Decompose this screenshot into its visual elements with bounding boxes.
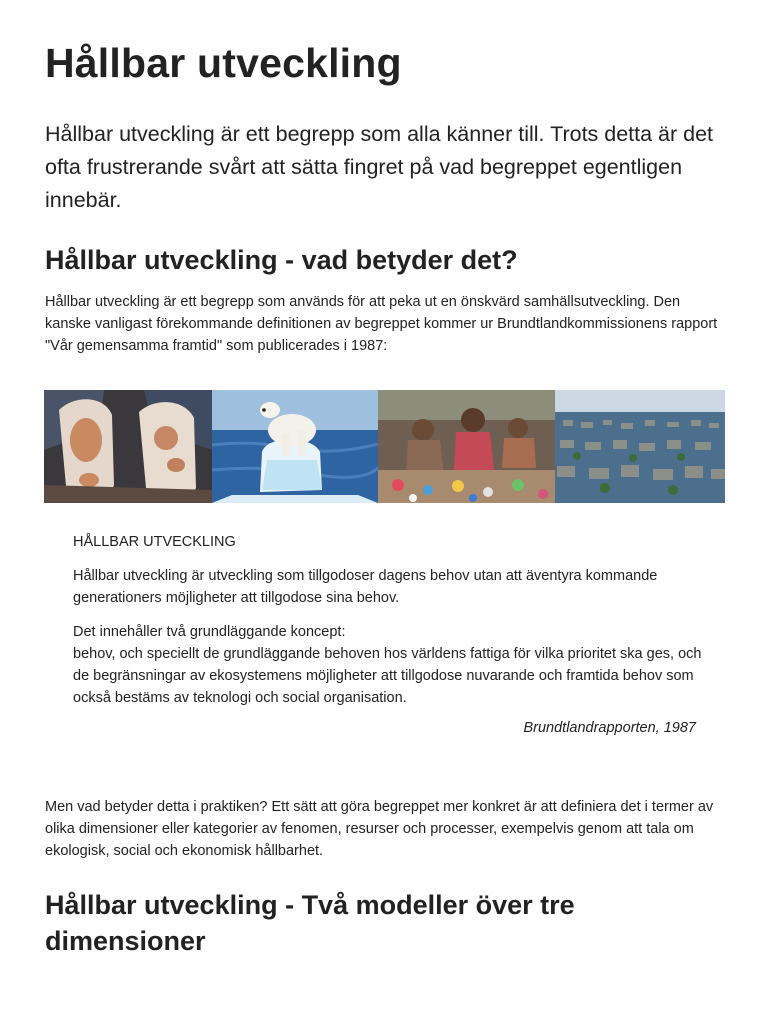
lead-paragraph: Hållbar utveckling är ett begrepp som alla känner till. Trots detta är det ofta frustrerande svårt att sätta fingret på vad begreppet egentligen innebär. bbox=[45, 122, 714, 212]
polar-bear-on-ice-photo bbox=[212, 390, 378, 503]
quote-concepts-text: behov, och speciellt de grundläggande behoven hos världens fattiga för vilka prioritet ska ges, och de begränsningar av ekosystemens möjligheter att tillgodose nuvarande och framtida behov som också bestäms av teknologi och social organisation. bbox=[73, 646, 702, 706]
flooded-city-photo bbox=[555, 390, 725, 503]
quote-title: HÅLLBAR UTVECKLING bbox=[73, 534, 236, 550]
quote-concepts-intro: Det innehåller två grundläggande koncept: bbox=[73, 624, 346, 640]
section-heading-meaning: Hållbar utveckling - vad betyder det? bbox=[45, 245, 518, 275]
image-strip bbox=[44, 390, 725, 503]
section-heading-models: Hållbar utveckling - Två modeller över tre dimensioner bbox=[45, 890, 575, 956]
intro-paragraph: Hållbar utveckling är ett begrepp som används för att peka ut en önskvärd samhällsutveckling. Den kanske vanligast förekommande definitionen av begreppet kommer ur Brundtlandkommissionens rapport "Vår gemensamma framtid" som publicerades i 1987: bbox=[45, 294, 718, 354]
page-title: Hållbar utveckling bbox=[45, 40, 402, 86]
quote-source: Brundtlandrapporten, 1987 bbox=[523, 720, 696, 736]
practice-paragraph: Men vad betyder detta i praktiken? Ett sätt att göra begreppet mer konkret är att definiera det i termer av olika dimensioner eller kategorier av fenomen, resurser och processer, exempelvis genom att tala om ekologisk, social och ekonomisk hållbarhet. bbox=[45, 799, 714, 859]
quote-definition: Hållbar utveckling är utveckling som tillgodoser dagens behov utan att äventyra kommande generationers möjligheter att tillgodose sina behov. bbox=[73, 568, 658, 606]
worn-socks-photo bbox=[44, 390, 212, 503]
people-sorting-waste-photo bbox=[378, 390, 555, 503]
